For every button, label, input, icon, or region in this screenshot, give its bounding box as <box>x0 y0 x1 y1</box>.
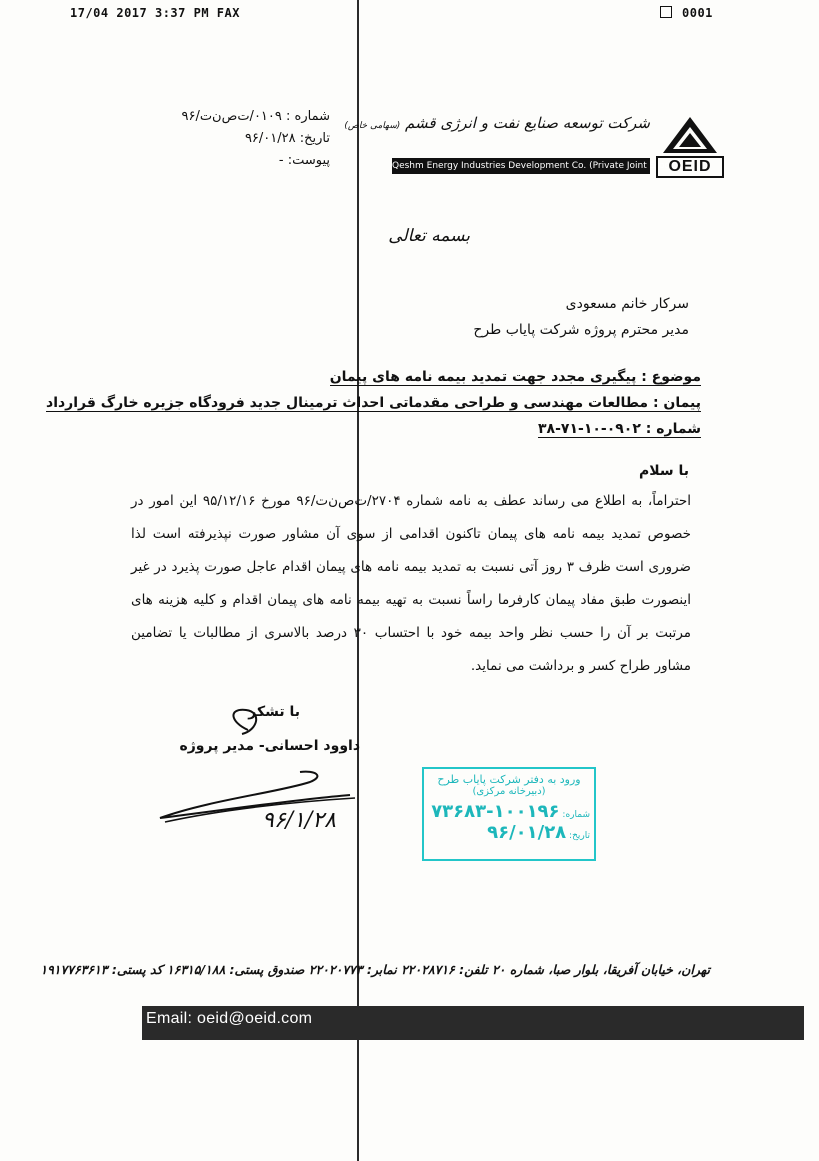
stamp-date: تاریخ: ۹۶/۰۱/۲۸ <box>487 822 590 843</box>
letter-date: تاریخ: ۹۶/۰۱/۲۸ <box>244 131 330 146</box>
company-name-en: Qeshm Energy Industries Development Co. (Private Joint Stock) <box>392 158 650 174</box>
contract-line: پیمان : مطالعات مهندسی و طراحی مقدماتی احداث ترمینال جدید فرودگاه جزیره خارگ قرارداد <box>46 395 701 411</box>
contract-number: شماره : ۰۹۰۲-۱۰-۷۱-۳۸ <box>538 421 701 437</box>
closing-thanks: با تشکر <box>248 704 300 720</box>
fax-page-number: 0001 <box>660 6 713 20</box>
subject-block <box>46 364 701 442</box>
basmala: بسمه تعالی <box>388 226 470 246</box>
company-logo <box>655 113 725 179</box>
handwritten-date: ۹۶/۱/۲۸ <box>262 808 336 833</box>
logo-text: OEID <box>668 158 712 175</box>
letter-meta <box>150 106 330 172</box>
footer-address: تهران، خیابان آفریقا، بلوار صبا، شماره ۲۰ تلفن: ۲۲۰۲۸۷۱۶ نمابر: ۲۲۰۲۰۷۷۳ صندوق پستی: ۱۶۳۱۵/۱۸۸ کد پستی: ۱۹۱۷۷۶۳۶۱۳ <box>40 962 710 977</box>
footer-email[interactable]: Email: oeid@oeid.com <box>146 1010 313 1027</box>
subject-line: موضوع : پیگیری مجدد جهت تمدید بیمه نامه های پیمان <box>329 369 701 385</box>
receipt-stamp <box>422 767 596 861</box>
stamp-number: شماره: ۱۰۰۱۹۶-۷۳۶۸۳ <box>431 801 590 822</box>
handwritten-signature <box>150 700 370 850</box>
recipient-block <box>389 291 689 343</box>
recipient-name: سرکار خانم مسعودی <box>565 296 689 312</box>
fax-datetime: 17/04 2017 3:37 PM FAX <box>70 6 240 20</box>
company-name-fa: شرکت توسعه صنایع نفت و انرژی قشم (سهامی خاص) <box>344 114 650 132</box>
recipient-title: مدیر محترم پروژه شرکت پایاب طرح <box>473 322 689 338</box>
fax-page-icon <box>660 6 672 18</box>
letter-attachment: پیوست: - <box>278 153 330 168</box>
signer-name: داوود احسانی- مدیر پروژه <box>179 738 360 754</box>
greeting: با سلام <box>638 463 689 479</box>
letter-body: احتراماً، به اطلاع می رساند عطف به نامه شماره ۲۷۰۴/ت‌ص‌ن‌ت/۹۶ مورخ ۹۵/۱۲/۱۶ این امور در خصوص تمدید بیمه نامه های پیمان تاکنون اقدامی از سوی آن مشاور صورت نپذیرفته است لذا ضروری است ظرف ۳ روز آتی نسبت به تمدید بیمه نامه های پیمان اقدام عاجل صورت پذیرد در غیر اینصورت طبق مفاد پیمان کارفرما راساً نسبت به تهیه بیمه نامه های پیمان اقدام و کلیه هزینه های مرتبت بر آن را حسب نظر واحد بیمه خود با احتساب ۳۰ درصد بالاسری از مطالبات یا تضامین مشاور طراح کسر و برداشت می نماید. <box>131 493 692 674</box>
stamp-title: ورود به دفتر شرکت پایاب طرح <box>437 773 581 786</box>
letter-number: شماره : ۰۱۰۹/ت‌ص‌ن‌ت/۹۶ <box>181 109 330 124</box>
stamp-subtitle: (دبیرخانه مرکزی) <box>472 786 546 797</box>
